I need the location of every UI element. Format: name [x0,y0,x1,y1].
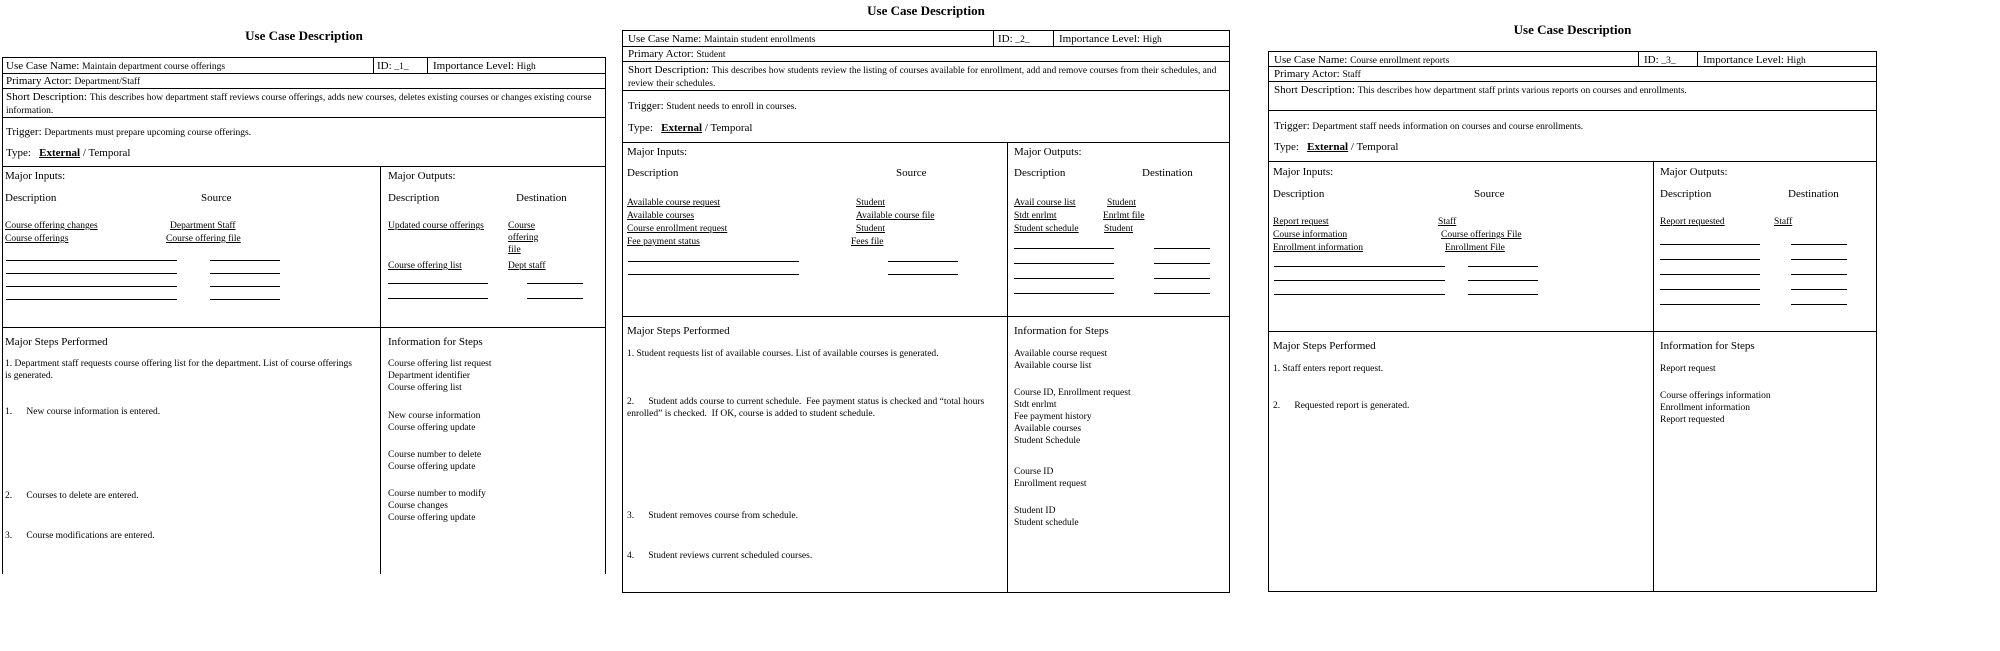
info-item: Course offering update [388,423,476,433]
major-inputs-heading: Major Inputs: [627,146,688,158]
output-desc: Updated course offerings [388,221,484,231]
input-src: Course offerings File [1441,230,1522,240]
input-src: Student [856,224,886,234]
label-id: ID: [998,33,1013,45]
input-src: Staff [1438,217,1457,227]
trigger-section [1268,111,1877,162]
inputs-description-header: Description [5,192,57,204]
trigger-text: Department staff needs information on courses and course enrollments. [1312,122,1584,132]
output-dest: Student [1107,198,1137,208]
label-id: ID: [377,60,392,72]
outputs-destination-header: Destination [516,192,567,204]
input-desc: Available courses [627,211,695,221]
outputs-description-header: Description [388,192,440,204]
short-description: This describes how students review the listing of courses available for enrollment, add and remove courses from their schedules, and review their schedules. [628,66,1217,89]
label-importance: Importance Level: [1703,54,1784,66]
step-item: 2. Courses to delete are entered. [5,491,139,501]
info-item: Course offering list [388,383,462,393]
short-description: This describes how department staff prints various reports on courses and enrollments. [1357,86,1687,96]
header-row-short-desc [2,89,606,118]
input-desc: Fee payment status [627,237,700,247]
info-group [388,449,481,473]
input-src: Fees file [851,237,884,247]
step-item: 2. Student adds course to current schedule. Fee payment status is checked and “total hours enrolled” is checked. If OK, course is added to student schedule. [627,397,987,419]
output-dest: Staff [1774,217,1793,227]
type-line: Type: External / Temporal [6,147,131,159]
page-title: Use Case Description [245,28,363,43]
info-group [1014,387,1131,447]
info-item: Course number to delete [388,450,482,460]
label-primary-actor: Primary Actor: [628,48,694,60]
label-use-case-name: Use Case Name: [1274,54,1348,66]
type-temporal: Temporal [88,147,131,159]
input-src: Department Staff [170,221,236,231]
header-row-name [2,57,606,74]
page-title: Use Case Description [1513,22,1632,37]
info-item: Department identifier [388,371,471,381]
outputs-description-header: Description [1660,188,1712,200]
use-case-name: Maintain department course offerings [82,62,226,72]
step-item: 1. Student requests list of available courses. List of available courses is generated. [627,349,939,359]
input-desc: Report request [1273,217,1329,227]
label-id: ID: [1644,54,1659,66]
short-description: This describes how department staff reviews course offerings, adds new courses, deletes existing courses or changes existing course information. [6,93,592,116]
input-desc: Enrollment information [1273,243,1363,253]
input-src: Student [856,198,886,208]
info-group [388,358,492,394]
type-external: External [661,122,703,134]
inputs-description-header: Description [1273,188,1325,200]
major-outputs-heading: Major Outputs: [1660,166,1728,178]
info-item: Report requested [1660,415,1725,425]
info-for-steps-heading: Information for Steps [1014,325,1109,337]
major-steps-heading: Major Steps Performed [627,325,730,337]
label-trigger: Trigger: [1274,120,1310,132]
step-item: 3. Course modifications are entered. [5,531,155,541]
info-item: Course offering update [388,462,476,472]
label-importance: Importance Level: [1059,33,1140,45]
output-dest: Enrlmt file [1103,211,1145,221]
info-group [1660,363,1716,375]
step-item: 1. Department staff requests course offering list for the department. List of course offerings is generated. [5,359,352,381]
info-item: Course offering list request [388,359,492,369]
header-row-short-desc [622,62,1230,91]
info-item: Fee payment history [1014,412,1092,422]
info-item: Course offerings information [1660,391,1771,401]
info-item: Student Schedule [1014,436,1081,446]
header-row-actor [1268,67,1877,82]
info-item: Report request [1660,364,1716,374]
type-temporal: Temporal [710,122,753,134]
step-item: 1. New course information is entered. [5,407,161,417]
info-for-steps-heading: Information for Steps [388,336,483,348]
primary-actor: Department/Staff [74,77,141,87]
info-for-steps-heading: Information for Steps [1660,340,1755,352]
info-group [388,488,486,524]
use-case-id: _1_ [394,62,409,72]
input-desc: Course enrollment request [627,224,728,234]
info-group [1014,466,1087,490]
major-outputs-heading: Major Outputs: [1014,146,1082,158]
output-desc: Avail course list [1014,198,1076,208]
info-group [1014,505,1079,529]
primary-actor: Staff [1342,70,1361,80]
header-row-name [622,30,1230,47]
inputs-source-header: Source [1474,188,1505,200]
input-src: Available course file [856,211,935,221]
info-item: Course number to modify [388,489,486,499]
major-steps-heading: Major Steps Performed [5,336,108,348]
info-item: Course ID, Enrollment request [1014,388,1131,398]
output-dest: Course offering file [508,221,539,255]
output-desc: Student schedule [1014,224,1079,234]
info-item: Available course list [1014,361,1092,371]
trigger-text: Departments must prepare upcoming course offerings. [44,128,252,138]
outputs-destination-header: Destination [1788,188,1839,200]
inputs-source-header: Source [896,167,927,179]
output-desc: Stdt enrlmt [1014,211,1057,221]
input-desc: Available course request [627,198,721,208]
major-steps-heading: Major Steps Performed [1273,340,1376,352]
info-item: Available courses [1014,424,1082,434]
step-item: 4. Student reviews current scheduled courses. [627,551,813,561]
label-short-description: Short Description: [6,91,87,103]
type-external: External [39,147,81,159]
input-src: Enrollment File [1445,243,1505,253]
primary-actor: Student [696,50,726,60]
use-case-name: Maintain student enrollments [704,35,816,45]
importance-level: High [1786,56,1806,66]
info-item: Student schedule [1014,518,1079,528]
output-dest: Dept staff [508,261,546,271]
trigger-section [2,118,606,167]
major-outputs-heading: Major Outputs: [388,170,456,182]
info-item: Student ID [1014,506,1056,516]
inputs-description-header: Description [627,167,679,179]
label-trigger: Trigger: [6,126,42,138]
info-group [1660,390,1771,426]
use-case-panel-2 [622,0,1230,600]
info-item: New course information [388,411,481,421]
inputs-source-header: Source [201,192,232,204]
info-item: Course ID [1014,467,1054,477]
output-dest: Student [1104,224,1134,234]
info-item: Course changes [388,501,448,511]
info-item: Enrollment information [1660,403,1750,413]
header-row-actor [2,74,606,89]
type-line: Type: External / Temporal [628,122,753,134]
page-title: Use Case Description [867,3,985,18]
type-external: External [1307,141,1349,153]
input-desc: Course offering changes [5,221,98,231]
use-case-id: _2_ [1015,35,1030,45]
importance-level: High [516,62,536,72]
header-row-name [1268,51,1877,67]
info-group [1014,348,1107,372]
label-use-case-name: Use Case Name: [628,33,702,45]
header-row-actor [622,47,1230,62]
use-case-panel-3 [1268,16,1877,596]
input-desc: Course offerings [5,234,69,244]
trigger-text: Student needs to enroll in courses. [666,102,797,112]
step-item: 2. Requested report is generated. [1273,401,1410,411]
importance-level: High [1142,35,1162,45]
step-item: 1. Staff enters report request. [1273,364,1384,374]
major-inputs-heading: Major Inputs: [1273,166,1334,178]
label-short-description: Short Description: [1274,84,1355,96]
info-item: Stdt enrlmt [1014,400,1057,410]
use-case-name: Course enrollment reports [1350,56,1450,66]
input-src: Course offering file [166,234,241,244]
label-trigger: Trigger: [628,100,664,112]
outputs-description-header: Description [1014,167,1066,179]
outputs-destination-header: Destination [1142,167,1193,179]
label-primary-actor: Primary Actor: [1274,68,1340,80]
label-short-description: Short Description: [628,64,709,76]
output-desc: Course offering list [388,261,462,271]
step-item: 3. Student removes course from schedule. [627,511,798,521]
major-inputs-heading: Major Inputs: [5,170,66,182]
input-desc: Course information [1273,230,1348,240]
type-temporal: Temporal [1356,141,1399,153]
use-case-id: _3_ [1661,56,1676,66]
use-case-panel-1 [2,20,606,580]
output-desc: Report requested [1660,217,1725,227]
label-importance: Importance Level: [433,60,514,72]
type-line: Type: External / Temporal [1274,141,1399,153]
label-use-case-name: Use Case Name: [6,60,80,72]
info-item: Enrollment request [1014,479,1087,489]
info-item: Course offering update [388,513,476,523]
label-primary-actor: Primary Actor: [6,75,72,87]
trigger-section [622,91,1230,143]
header-row-short-desc [1268,82,1877,111]
info-item: Available course request [1014,349,1108,359]
info-group [388,410,480,434]
